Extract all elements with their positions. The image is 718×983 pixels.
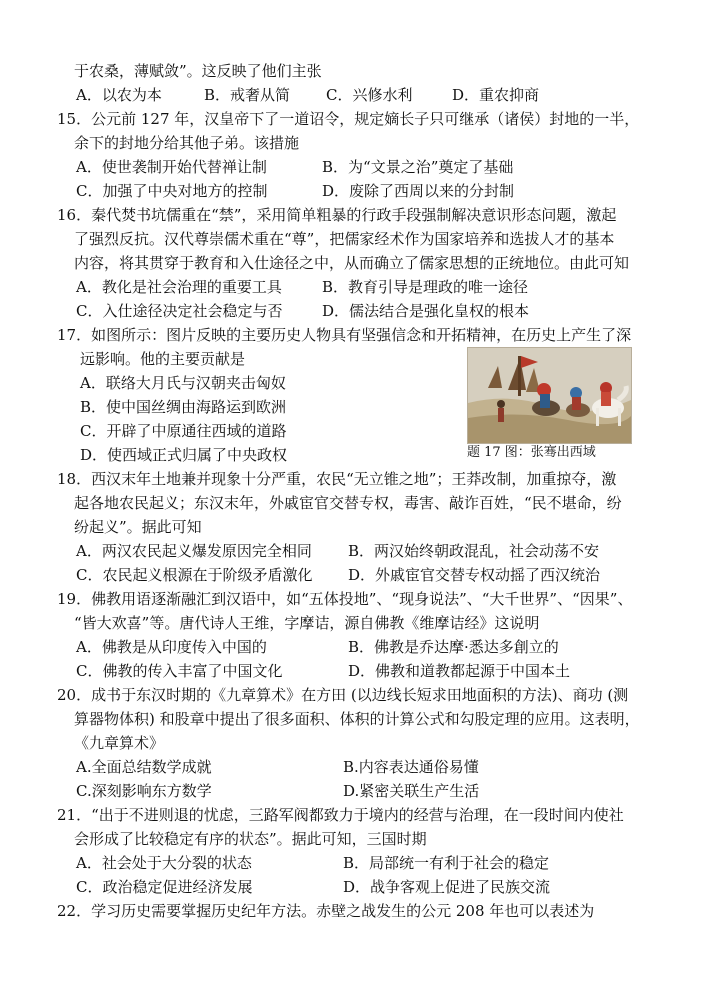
q15-stem-2: 余下的封地分给其他子弟。该措施: [74, 134, 300, 152]
q22-stem: 22．学习历史需要掌握历史纪年方法。赤壁之战发生的公元 208 年也可以表述为: [57, 902, 595, 920]
q17-option-a: A．联络大月氏与汉朝夹击匈奴: [80, 374, 286, 392]
q18-stem-3: 纷起义”。据此可知: [74, 518, 202, 536]
q15-option-b: B．为“文景之治”奠定了基础: [322, 158, 514, 176]
q21-stem: 21．“出于不进则退的忧虑，三路军阀都致力于境内的经营与治理，在一段时间内使社: [57, 806, 624, 824]
q15-stem: 15．公元前 127 年，汉皇帝下了一道诏令，规定嫡长子只可继承（诸侯）封地的一半，: [57, 110, 640, 128]
q17-option-b: B．使中国丝绸由海路运到欧洲: [80, 398, 287, 416]
q16-option-a: A．教化是社会治理的重要工具: [76, 278, 282, 296]
q20-stem-3: 《九章算术》: [74, 734, 165, 752]
zhang-qian-painting: [467, 347, 632, 444]
painting-illustration: [468, 348, 631, 443]
q19-option-b: B．佛教是乔达摩·悉达多創立的: [348, 638, 559, 656]
q16-option-b: B．教育引导是理政的唯一途径: [322, 278, 529, 296]
q17-stem: 17．如图所示：图片反映的主要历史人物具有坚强信念和开拓精神，在历史上产生了深: [57, 326, 632, 344]
q16-stem-3: 内容，将其贯穿于教育和入仕途径之中，从而确立了儒家思想的正统地位。由此可知: [74, 254, 630, 272]
q19-stem-2: “皆大欢喜”等。唐代诗人王维，字摩诘，源自佛教《维摩诘经》这说明: [74, 614, 540, 632]
figure-caption: 题 17 图：张骞出西域: [467, 445, 596, 460]
q14-option-a: A．以农为本: [76, 86, 162, 104]
q14-option-c: C．兴修水利: [326, 86, 413, 104]
q20-stem-2: 算器物体积) 和股章中提出了很多面积、体积的计算公式和勾股定理的应用。这表明，: [74, 710, 640, 728]
q14-stem-tail: 于农桑，薄赋敛”。这反映了他们主张: [74, 62, 322, 80]
q18-option-b: B．两汉始终朝政混乱，社会动荡不安: [348, 542, 600, 560]
q15-option-c: C．加强了中央对地方的控制: [76, 182, 268, 200]
q18-stem-2: 起各地农民起义；东汉末年，外戚宦官交替专权，毒害、敲诈百姓，“民不堪命，纷: [74, 494, 622, 512]
q15-option-a: A．使世袭制开始代替禅让制: [76, 158, 267, 176]
q14-option-b: B．戒奢从简: [204, 86, 291, 104]
q17-option-c: C．开辟了中原通往西域的道路: [80, 422, 287, 440]
q19-option-d: D．佛教和道教都起源于中国本土: [348, 662, 571, 680]
q20-stem: 20．成书于东汉时期的《九章算术》在方田 (以边线长短求田地面积的方法)、商功 (测: [57, 686, 629, 704]
q21-option-a: A．社会处于大分裂的状态: [76, 854, 252, 872]
q18-option-d: D．外戚宦官交替专权动摇了西汉统治: [348, 566, 601, 584]
q21-option-b: B．局部统一有利于社会的稳定: [343, 854, 550, 872]
q18-option-a: A．两汉农民起义爆发原因完全相同: [76, 542, 312, 560]
q21-option-d: D．战争客观上促进了民族交流: [343, 878, 551, 896]
q21-stem-2: 会形成了比较稳定有序的状态”。据此可知，三国时期: [74, 830, 427, 848]
q18-option-c: C．农民起义根源在于阶级矛盾激化: [76, 566, 313, 584]
q20-option-b: B.内容表达通俗易懂: [343, 758, 479, 776]
q16-option-d: D．儒法结合是强化皇权的根本: [322, 302, 530, 320]
q19-option-c: C．佛教的传入丰富了中国文化: [76, 662, 283, 680]
q18-stem: 18．西汉末年土地兼并现象十分严重，农民“无立锥之地”；王莽改制，加重掠夺，激: [57, 470, 617, 488]
q17-stem-2: 远影响。他的主要贡献是: [80, 350, 246, 368]
q20-option-a: A.全面总结数学成就: [76, 758, 212, 776]
q16-stem: 16．秦代焚书坑儒重在“禁”，采用简单粗暴的行政手段强制解决意识形态问题，激起: [57, 206, 617, 224]
q16-option-c: C．入仕途径决定社会稳定与否: [76, 302, 283, 320]
q19-option-a: A．佛教是从印度传入中国的: [76, 638, 267, 656]
q16-stem-2: 了强烈反抗。汉代尊崇儒术重在“尊”，把儒家经术作为国家培养和选拔人才的基本: [74, 230, 615, 248]
q15-option-d: D．废除了西周以来的分封制: [322, 182, 515, 200]
q19-stem: 19．佛教用语逐渐融汇到汉语中，如“五体投地”、“现身说法”、“大千世界”、“因果”、: [57, 590, 633, 608]
q14-option-d: D．重农抑商: [452, 86, 540, 104]
q21-option-c: C．政治稳定促进经济发展: [76, 878, 253, 896]
q20-option-c: C.深刻影响东方数学: [76, 782, 212, 800]
q20-option-d: D.紧密关联生产生活: [343, 782, 480, 800]
q17-option-d: D．使西域正式归属了中央政权: [80, 446, 288, 464]
